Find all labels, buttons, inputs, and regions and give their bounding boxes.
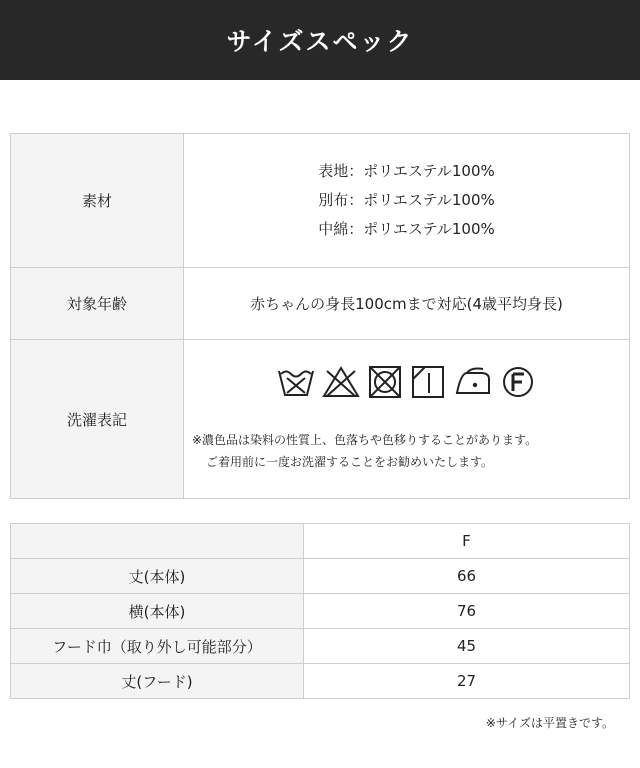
iron-low-icon — [453, 365, 493, 399]
care-value — [184, 340, 630, 499]
no-bleach-icon — [322, 365, 360, 399]
page-header — [0, 0, 640, 80]
size-header-row — [11, 524, 630, 559]
dry-clean-f-icon — [500, 365, 536, 399]
size-row-value: 66 — [304, 559, 630, 594]
spec-row-care — [11, 340, 630, 499]
size-row-label: フード巾（取り外し可能部分） — [11, 629, 304, 664]
size-header-empty — [11, 524, 304, 559]
hand-wash-icon — [277, 365, 315, 399]
care-note-line: ご着用前に一度お洗濯することをお勧めいたします。 — [206, 455, 494, 469]
care-label: 洗濯表記 — [11, 340, 184, 499]
material-value — [184, 134, 630, 268]
size-row-value: 76 — [304, 594, 630, 629]
care-note-line: ※濃色品は染料の性質上、色落ちや色移りすることがあります。 — [192, 433, 538, 447]
spec-table — [10, 133, 630, 499]
material-line: 別布：ポリエステル100% — [318, 191, 495, 209]
size-header-f: F — [304, 524, 630, 559]
table-row — [11, 559, 630, 594]
size-footnote: ※サイズは平置きです。 — [485, 716, 614, 730]
material-line: 中綿：ポリエステル100% — [318, 220, 495, 238]
page-title: サイズスペック — [226, 27, 414, 56]
care-icons — [184, 365, 629, 399]
size-row-label: 横(本体) — [11, 594, 304, 629]
size-row-value: 45 — [304, 629, 630, 664]
table-row — [11, 629, 630, 664]
material-label: 素材 — [11, 134, 184, 268]
table-row — [11, 664, 630, 699]
spec-row-target-age — [11, 268, 630, 340]
material-line: 表地：ポリエステル100% — [318, 162, 495, 180]
target-age-label: 対象年齢 — [11, 268, 184, 340]
line-dry-shade-icon — [410, 365, 446, 399]
size-row-label: 丈(フード) — [11, 664, 304, 699]
size-row-value: 27 — [304, 664, 630, 699]
care-note — [184, 399, 629, 487]
table-row — [11, 594, 630, 629]
no-tumble-dry-icon — [367, 365, 403, 399]
target-age-value: 赤ちゃんの身長100cmまで対応(4歳平均身長) — [184, 268, 630, 340]
size-row-label: 丈(本体) — [11, 559, 304, 594]
spec-row-material — [11, 134, 630, 268]
size-table — [10, 523, 630, 699]
